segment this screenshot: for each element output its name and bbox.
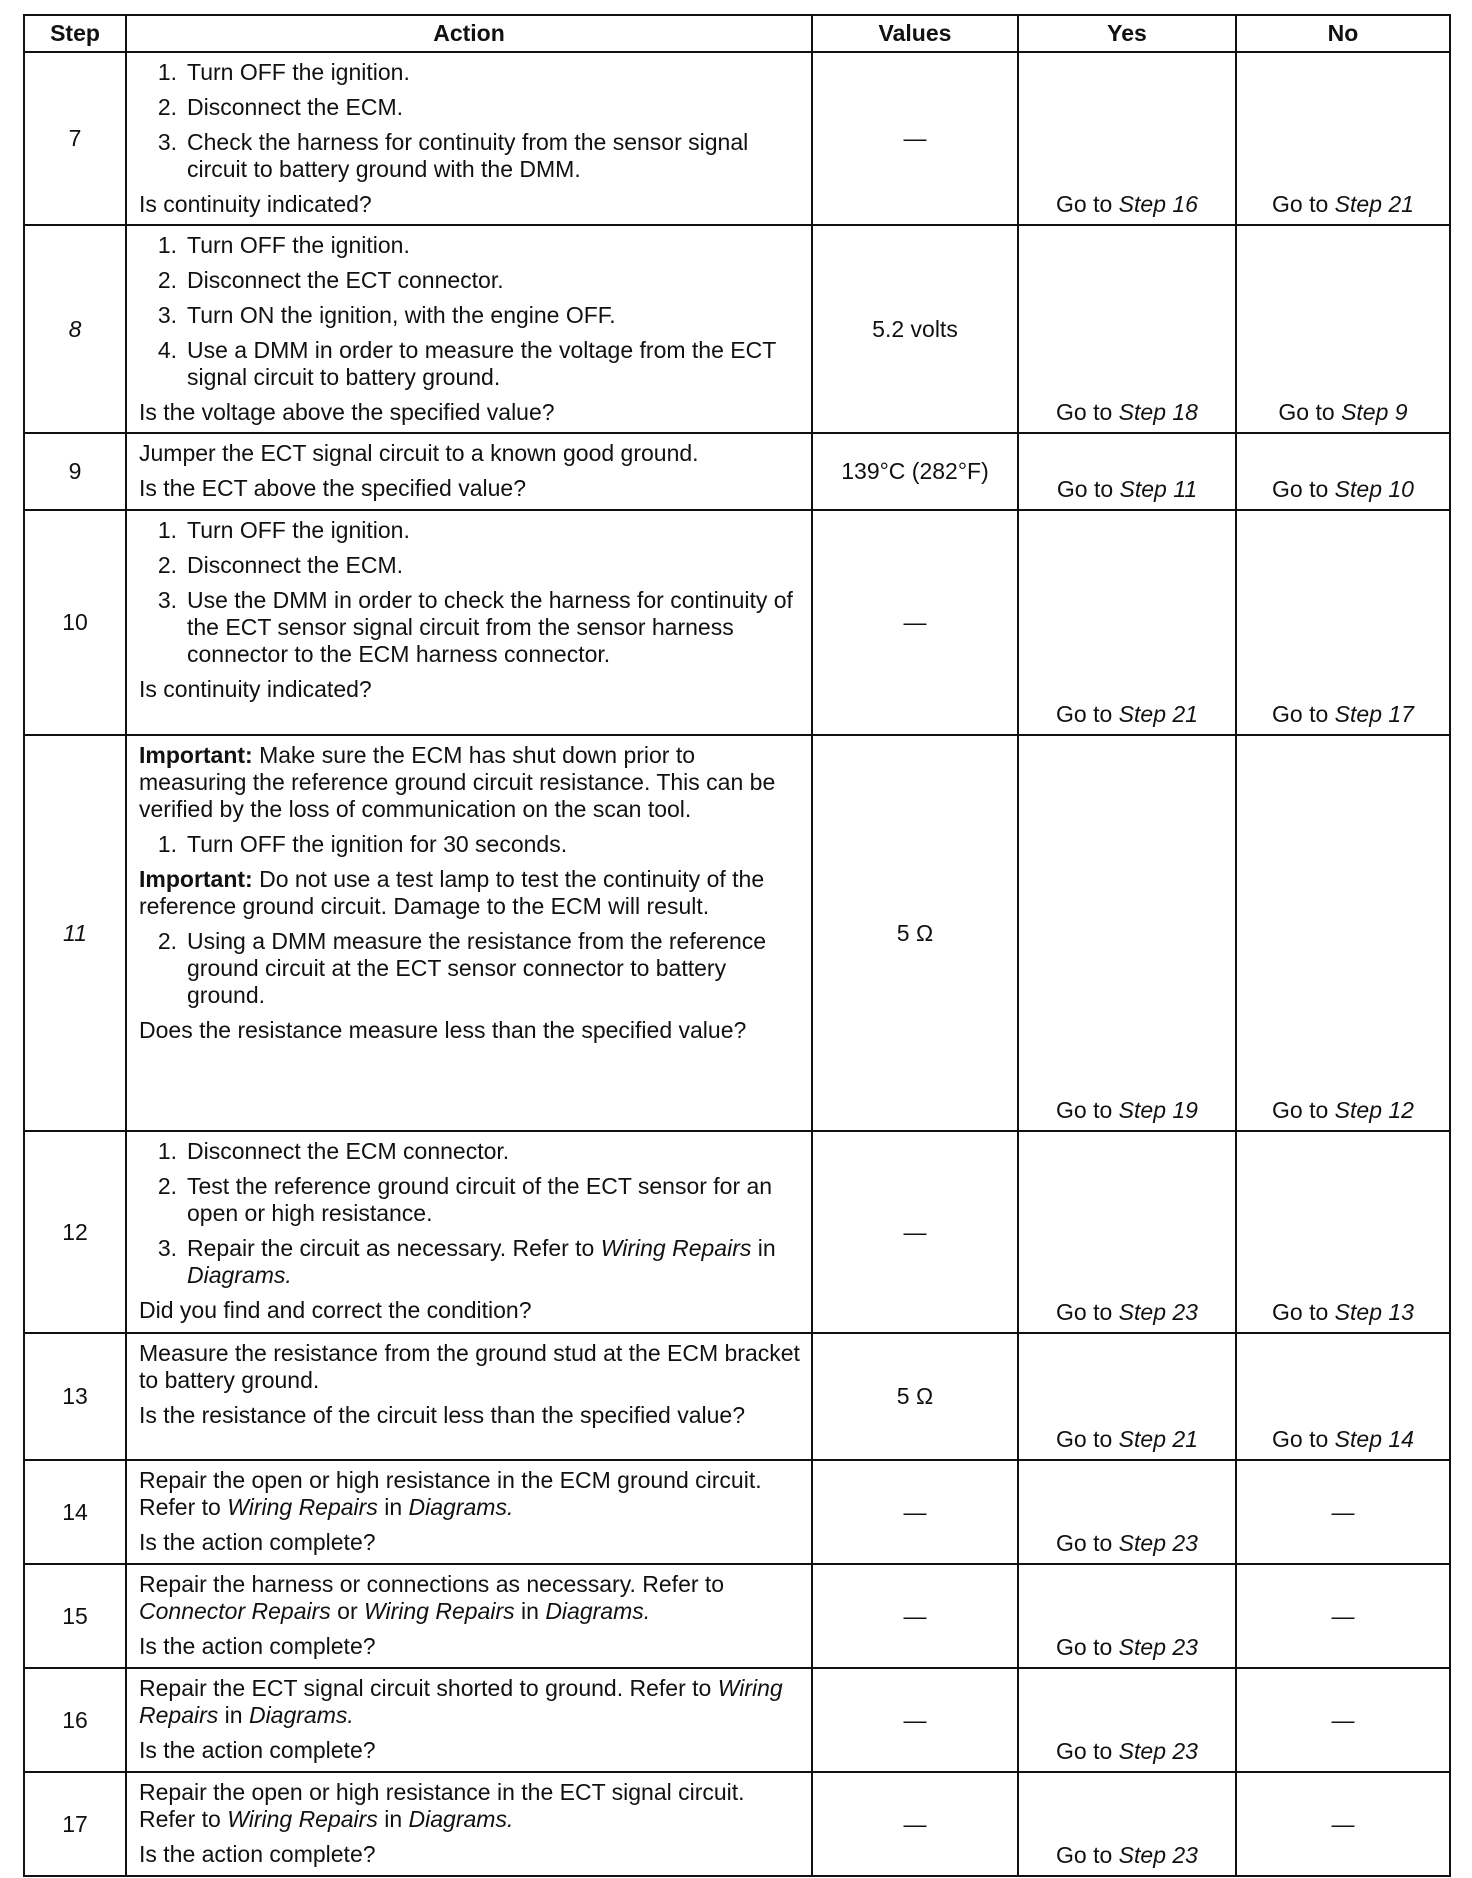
list-item: 3. Check the harness for continuity from the sensor signal circuit to battery ground with the DMM. xyxy=(139,129,803,183)
value-cell: — xyxy=(812,1460,1018,1564)
action-cell xyxy=(126,1668,812,1772)
table-row xyxy=(24,735,1450,1131)
go-to-label: Go to xyxy=(1272,1426,1329,1452)
list-item-text: Disconnect the ECM. xyxy=(187,552,404,578)
action-cell xyxy=(126,1333,812,1460)
go-to-step: Step 11 xyxy=(1119,476,1198,502)
action-list xyxy=(139,517,803,668)
action-text xyxy=(139,1779,803,1833)
action-question: Is the voltage above the specified value? xyxy=(139,399,555,425)
go-to-step: Step 13 xyxy=(1334,1299,1414,1325)
go-to-label: Go to xyxy=(1056,1842,1113,1868)
go-to-step: Step 18 xyxy=(1118,399,1198,425)
reference-section: Diagrams. xyxy=(187,1262,292,1288)
important-text: Do not use a test lamp to test the continuity of the reference ground circuit. Damage to the ECM will result. xyxy=(139,866,765,919)
table-row xyxy=(24,433,1450,510)
text-span: in xyxy=(521,1598,539,1624)
no-cell xyxy=(1236,510,1450,735)
step-number: 13 xyxy=(24,1333,126,1460)
action-text: Jumper the ECT signal circuit to a known good ground. xyxy=(139,440,699,466)
go-to-label: Go to xyxy=(1056,1738,1113,1764)
go-to-step: Step 14 xyxy=(1334,1426,1414,1452)
header-yes: Yes xyxy=(1018,15,1236,52)
list-item-text xyxy=(187,1235,803,1289)
value-cell: 139°C (282°F) xyxy=(812,433,1018,510)
reference-section: Diagrams. xyxy=(408,1806,514,1832)
step-number: 11 xyxy=(24,735,126,1131)
action-cell xyxy=(126,1131,812,1333)
action-question: Is the ECT above the specified value? xyxy=(139,475,526,501)
go-to-label: Go to xyxy=(1056,1634,1113,1660)
go-to-step: Step 17 xyxy=(1334,701,1414,727)
yes-cell xyxy=(1018,510,1236,735)
action-cell xyxy=(126,52,812,225)
action-text xyxy=(139,1467,803,1521)
no-cell: — xyxy=(1236,1564,1450,1668)
important-label: Important: xyxy=(139,742,253,768)
go-to-label: Go to xyxy=(1056,1530,1113,1556)
list-item: 1. Turn OFF the ignition. xyxy=(139,517,803,544)
value-cell: 5.2 volts xyxy=(812,225,1018,433)
table-row xyxy=(24,1564,1450,1668)
important-label: Important: xyxy=(139,866,253,892)
go-to-step: Step 21 xyxy=(1334,191,1414,217)
step-number: 14 xyxy=(24,1460,126,1564)
value-cell: — xyxy=(812,1668,1018,1772)
no-cell xyxy=(1236,433,1450,510)
go-to-step: Step 12 xyxy=(1334,1097,1414,1123)
action-question: Is continuity indicated? xyxy=(139,676,372,702)
go-to-label: Go to xyxy=(1056,191,1113,217)
go-to-label: Go to xyxy=(1056,399,1113,425)
action-question: Is the action complete? xyxy=(139,1737,376,1763)
text-span: Repair the ECT signal circuit shorted to ground. Refer to xyxy=(139,1675,712,1701)
reference-section: Diagrams. xyxy=(545,1598,651,1624)
step-number: 15 xyxy=(24,1564,126,1668)
go-to-step: Step 23 xyxy=(1118,1299,1198,1325)
action-cell xyxy=(126,433,812,510)
go-to-label: Go to xyxy=(1272,1097,1329,1123)
table-row xyxy=(24,1668,1450,1772)
no-cell: — xyxy=(1236,1772,1450,1876)
value-cell: 5 Ω xyxy=(812,1333,1018,1460)
list-item-text: Turn ON the ignition, with the engine OFF. xyxy=(187,302,616,328)
important-text: Make sure the ECM has shut down prior to measuring the reference ground circuit resistance. This can be verified by the loss of communication on the scan tool. xyxy=(139,742,776,822)
reference-title: Connector Repairs xyxy=(139,1598,331,1624)
yes-cell xyxy=(1018,1564,1236,1668)
list-item-text: Test the reference ground circuit of the ECT sensor for an open or high resistance. xyxy=(187,1173,773,1226)
step-number: 8 xyxy=(24,225,126,433)
text-span: in xyxy=(224,1702,243,1728)
value-cell: — xyxy=(812,1131,1018,1333)
action-text xyxy=(139,1571,803,1625)
go-to-label: Go to xyxy=(1056,1426,1113,1452)
table-row xyxy=(24,510,1450,735)
list-item: 2. Test the reference ground circuit of the ECT sensor for an open or high resistance. xyxy=(139,1173,803,1227)
list-item: 1. Turn OFF the ignition. xyxy=(139,232,803,259)
value-cell: 5 Ω xyxy=(812,735,1018,1131)
no-cell: — xyxy=(1236,1460,1450,1564)
table-row xyxy=(24,52,1450,225)
header-action: Action xyxy=(126,15,812,52)
value-cell: — xyxy=(812,510,1018,735)
step-number: 12 xyxy=(24,1131,126,1333)
list-item-text: Turn OFF the ignition. xyxy=(187,59,410,85)
go-to-step: Step 23 xyxy=(1118,1530,1198,1556)
list-item-text: Disconnect the ECM. xyxy=(187,94,404,120)
yes-cell xyxy=(1018,225,1236,433)
no-cell: — xyxy=(1236,1668,1450,1772)
value-cell: — xyxy=(812,1772,1018,1876)
no-cell xyxy=(1236,735,1450,1131)
list-item: 2. Using a DMM measure the resistance from the reference ground circuit at the ECT sensor connector to battery ground. xyxy=(139,928,803,1009)
go-to-label: Go to xyxy=(1272,1299,1329,1325)
go-to-step: Step 9 xyxy=(1341,399,1408,425)
step-number: 7 xyxy=(24,52,126,225)
header-no: No xyxy=(1236,15,1450,52)
list-item-text: Use a DMM in order to measure the voltage from the ECT signal circuit to battery ground. xyxy=(187,337,776,390)
text-span: Repair the harness or connections as necessary. Refer to xyxy=(139,1571,725,1597)
go-to-label: Go to xyxy=(1272,476,1329,502)
list-item-text: Turn OFF the ignition for 30 seconds. xyxy=(187,831,568,857)
reference-section: Diagrams. xyxy=(248,1702,354,1728)
go-to-step: Step 23 xyxy=(1118,1738,1198,1764)
table-row xyxy=(24,1460,1450,1564)
table-row xyxy=(24,225,1450,433)
action-list xyxy=(139,232,803,391)
yes-cell xyxy=(1018,1460,1236,1564)
reference-title: Wiring Repairs xyxy=(227,1806,378,1832)
reference-title: Wiring Repairs xyxy=(600,1235,752,1261)
action-cell xyxy=(126,1772,812,1876)
go-to-label: Go to xyxy=(1272,191,1329,217)
list-item: 3. Repair the circuit as necessary. Refer to Wiring Repairs in Diagrams. xyxy=(139,1235,803,1289)
action-question: Is the action complete? xyxy=(139,1841,376,1867)
list-item: 3. Use the DMM in order to check the harness for continuity of the ECT sensor signal circuit from the sensor harness connector to the ECM harness connector. xyxy=(139,587,803,668)
action-cell xyxy=(126,1460,812,1564)
important-note xyxy=(139,866,803,920)
reference-title: Wiring Repairs xyxy=(227,1494,378,1520)
action-cell xyxy=(126,225,812,433)
table-row xyxy=(24,1772,1450,1876)
list-item-text: Using a DMM measure the resistance from the reference ground circuit at the ECT sensor connector to battery ground. xyxy=(187,928,767,1008)
list-item: 2. Disconnect the ECM. xyxy=(139,94,803,121)
list-item-text: Check the harness for continuity from the sensor signal circuit to battery ground with the DMM. xyxy=(187,129,749,182)
action-question: Is the action complete? xyxy=(139,1633,376,1659)
go-to-step: Step 21 xyxy=(1118,1426,1198,1452)
list-item-text: Turn OFF the ignition. xyxy=(187,232,410,258)
important-note xyxy=(139,742,803,823)
list-item: 1. Turn OFF the ignition. xyxy=(139,59,803,86)
list-item-text: Use the DMM in order to check the harness for continuity of the ECT sensor signal circuit from the sensor harness connector to the ECM harness connector. xyxy=(187,587,793,667)
go-to-label: Go to xyxy=(1056,1097,1113,1123)
value-cell: — xyxy=(812,52,1018,225)
list-item: 1. Turn OFF the ignition for 30 seconds. xyxy=(139,831,803,858)
no-cell xyxy=(1236,225,1450,433)
table-header-row xyxy=(24,15,1450,52)
text-span: Repair the circuit as necessary. Refer to xyxy=(187,1235,595,1261)
action-question: Did you find and correct the condition? xyxy=(139,1297,532,1323)
reference-title: Wiring Repairs xyxy=(364,1598,515,1624)
text-span: Repair the open or high resistance in the ECM ground circuit. Refer to xyxy=(139,1467,762,1520)
yes-cell xyxy=(1018,1333,1236,1460)
action-question: Is the resistance of the circuit less than the specified value? xyxy=(139,1402,745,1428)
yes-cell xyxy=(1018,1772,1236,1876)
action-text xyxy=(139,1675,803,1729)
value-cell: — xyxy=(812,1564,1018,1668)
go-to-step: Step 23 xyxy=(1118,1634,1198,1660)
action-question: Is the action complete? xyxy=(139,1529,376,1555)
go-to-label: Go to xyxy=(1272,701,1329,727)
action-question: Is continuity indicated? xyxy=(139,191,372,217)
go-to-label: Go to xyxy=(1056,1299,1113,1325)
action-cell xyxy=(126,510,812,735)
no-cell xyxy=(1236,1333,1450,1460)
header-values: Values xyxy=(812,15,1018,52)
list-item-text: Disconnect the ECM connector. xyxy=(187,1138,510,1164)
list-item-text: Disconnect the ECT connector. xyxy=(187,267,504,293)
no-cell xyxy=(1236,1131,1450,1333)
yes-cell xyxy=(1018,52,1236,225)
list-item: 2. Disconnect the ECM. xyxy=(139,552,803,579)
table-row xyxy=(24,1131,1450,1333)
list-item: 3. Turn ON the ignition, with the engine OFF. xyxy=(139,302,803,329)
go-to-label: Go to xyxy=(1056,476,1114,502)
text-span: in xyxy=(384,1494,403,1520)
text-span: in xyxy=(384,1806,403,1832)
step-number: 17 xyxy=(24,1772,126,1876)
step-number: 16 xyxy=(24,1668,126,1772)
reference-title: Wiring Repairs xyxy=(139,1675,783,1728)
action-question: Does the resistance measure less than the specified value? xyxy=(139,1017,747,1043)
go-to-label: Go to xyxy=(1278,399,1335,425)
go-to-label: Go to xyxy=(1056,701,1113,727)
action-text: Measure the resistance from the ground stud at the ECM bracket to battery ground. xyxy=(139,1340,800,1393)
action-cell xyxy=(126,735,812,1131)
list-item: 4. Use a DMM in order to measure the voltage from the ECT signal circuit to battery ground. xyxy=(139,337,803,391)
go-to-step: Step 23 xyxy=(1118,1842,1198,1868)
yes-cell xyxy=(1018,735,1236,1131)
list-item-text: Turn OFF the ignition. xyxy=(187,517,410,543)
go-to-step: Step 21 xyxy=(1118,701,1198,727)
yes-cell xyxy=(1018,1131,1236,1333)
go-to-step: Step 10 xyxy=(1334,476,1414,502)
reference-section: Diagrams. xyxy=(408,1494,514,1520)
yes-cell xyxy=(1018,1668,1236,1772)
text-span: in xyxy=(757,1235,776,1261)
no-cell xyxy=(1236,52,1450,225)
action-cell xyxy=(126,1564,812,1668)
step-number: 9 xyxy=(24,433,126,510)
header-step: Step xyxy=(24,15,126,52)
diagnostic-table xyxy=(23,14,1451,1877)
table-row xyxy=(24,1333,1450,1460)
go-to-step: Step 16 xyxy=(1118,191,1198,217)
action-list xyxy=(139,59,803,183)
list-item: 2. Disconnect the ECT connector. xyxy=(139,267,803,294)
step-number: 10 xyxy=(24,510,126,735)
yes-cell xyxy=(1018,433,1236,510)
list-item: 1. Disconnect the ECM connector. xyxy=(139,1138,803,1165)
text-span: or xyxy=(337,1598,358,1624)
go-to-step: Step 19 xyxy=(1118,1097,1198,1123)
text-span: Repair the open or high resistance in the ECT signal circuit. Refer to xyxy=(139,1779,745,1832)
